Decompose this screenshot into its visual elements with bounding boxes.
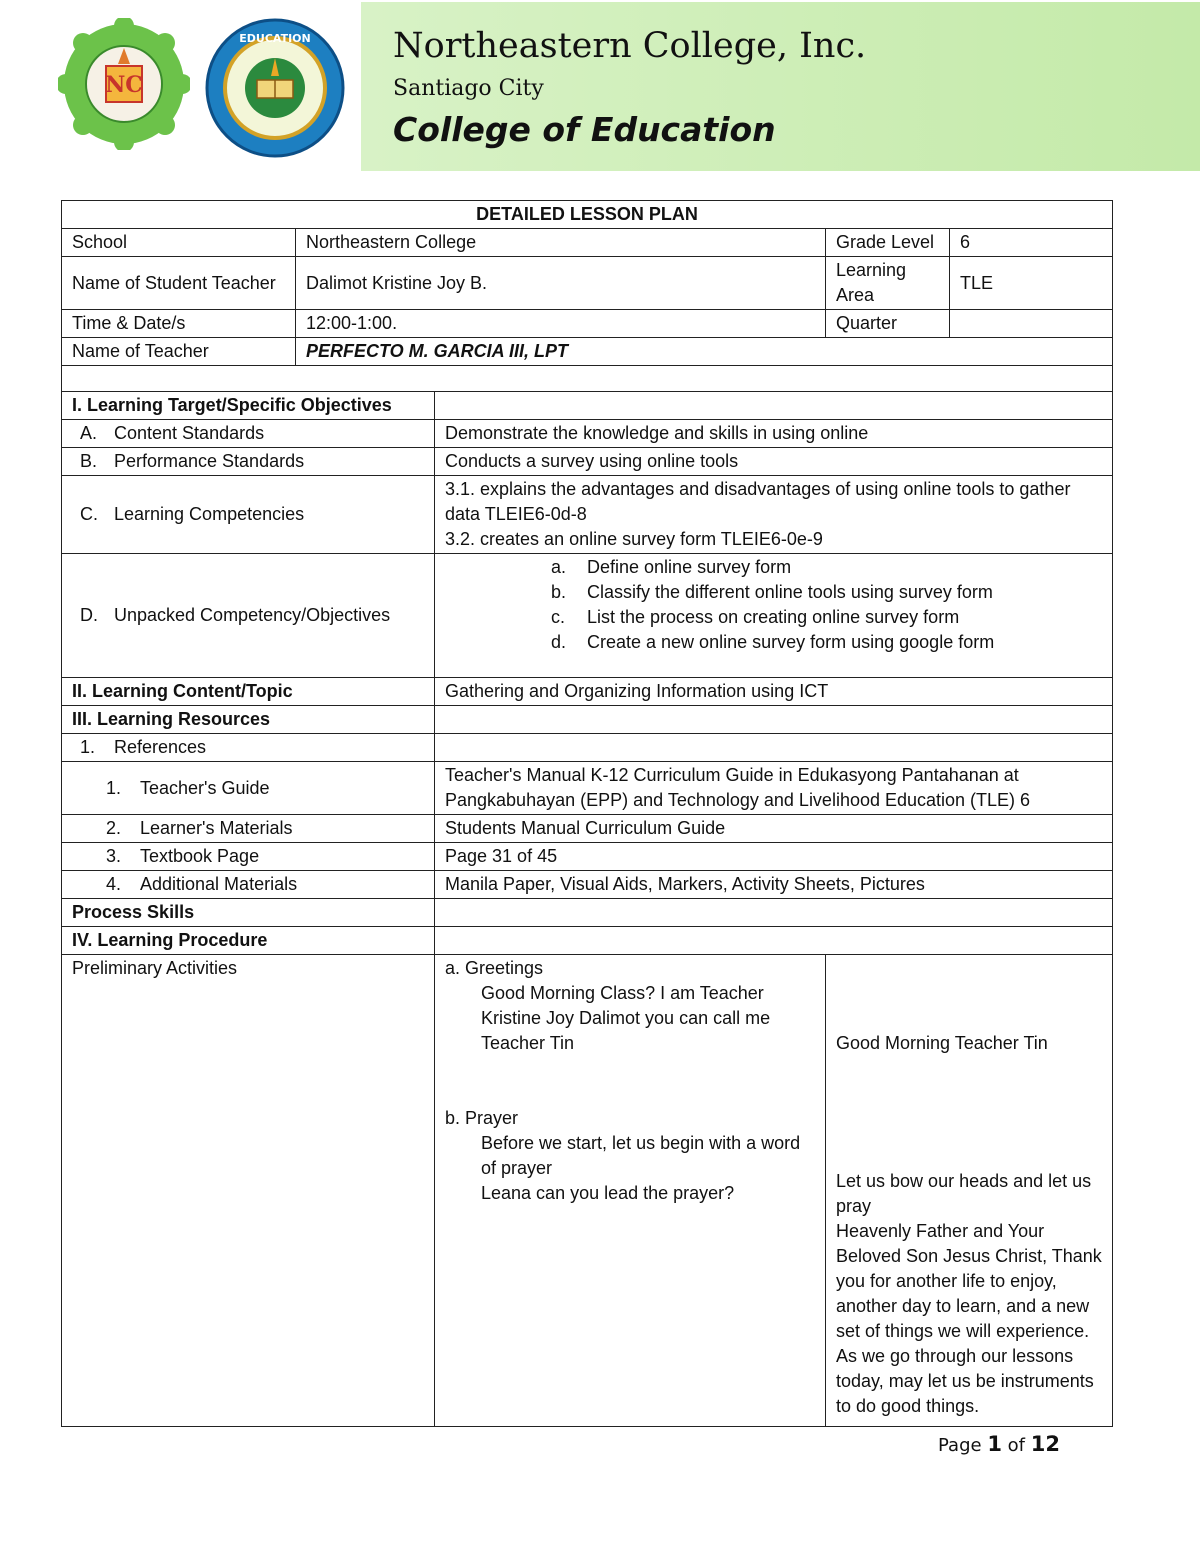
quarter-label: Quarter [826,310,950,338]
teachers-guide-value: Teacher's Manual K-12 Curriculum Guide in Edukasyong Pantahanan at Pangkabuhayan (EPP) and Technology and Livelihood Education (TLE) 6 [435,762,1113,815]
references-label [62,734,435,762]
learning-resources-value [435,706,1113,734]
prayer-text-1: Before we start, let us begin with a word of prayer [481,1133,801,1178]
content-standards-text: Content Standards [114,423,265,443]
page-current: 1 [987,1432,1002,1456]
section-learning-target: I. Learning Target/Specific Objectives [62,392,435,420]
learning-area-value: TLE [950,257,1113,310]
grade-level-value: 6 [950,229,1113,257]
preliminary-activities-label: Preliminary Activities [62,955,435,1427]
blank-row [62,366,1113,392]
content-standards-mark: A. [80,423,98,443]
section-learning-resources: III. Learning Resources [62,706,435,734]
objective-mark: d. [551,632,567,652]
department-name: College of Education [393,110,776,149]
teachers-guide-text: Teacher's Guide [140,777,270,798]
objective-mark: a. [551,557,567,577]
greetings-text: Good Morning Class? I am Teacher Kristine Joy Dalimot you can call me Teacher Tin [481,983,771,1053]
learners-materials-value: Students Manual Curriculum Guide [435,815,1113,843]
unpacked-competency-label [62,554,435,678]
prayer-heading: b. Prayer [445,1108,519,1128]
northeastern-college-seal-icon [58,18,190,150]
additional-materials-mark: 4. [106,874,122,894]
section-learning-target-value [435,392,1113,420]
objective-text: List the process on creating online survey form [587,607,960,627]
college-name: Northeastern College, Inc. [393,26,867,66]
objective-item [551,555,1102,580]
performance-standards-value: Conducts a survey using online tools [435,448,1113,476]
teachers-guide-mark: 1. [106,777,122,798]
svg-text:EDUCATION: EDUCATION [239,32,311,45]
additional-materials-value: Manila Paper, Visual Aids, Markers, Activity Sheets, Pictures [435,871,1113,899]
learning-content-value: Gathering and Organizing Information using ICT [435,678,1113,706]
lesson-plan-table [61,200,1113,1427]
learning-competencies-mark: C. [80,504,98,524]
prayer-text-2: Leana can you lead the prayer? [481,1183,735,1203]
learning-competencies-text: Learning Competencies [114,504,305,524]
textbook-page-text: Textbook Page [140,846,260,866]
greetings-heading: a. Greetings [445,958,544,978]
competency-2: 3.2. creates an online survey form TLEIE6-0e-9 [445,529,823,549]
process-skills-value [435,899,1113,927]
content-standards-value: Demonstrate the knowledge and skills in using online [435,420,1113,448]
learners-materials-label [62,815,435,843]
pupil-activity-cell [826,955,1113,1427]
objective-text: Define online survey form [587,557,792,577]
unpacked-competency-mark: D. [80,605,98,625]
objective-mark: c. [551,607,566,627]
section-learning-content: II. Learning Content/Topic [62,678,435,706]
learning-competencies-value [435,476,1113,554]
performance-standards-mark: B. [80,451,98,471]
page-total: 12 [1030,1432,1060,1456]
objective-item [551,580,1102,605]
process-skills-label: Process Skills [62,899,435,927]
quarter-value [950,310,1113,338]
student-teacher-label: Name of Student Teacher [62,257,296,310]
learners-materials-text: Learner's Materials [140,818,293,838]
content-standards-label [62,420,435,448]
page-word: Page [938,1435,982,1456]
learning-area-label: Learning Area [826,257,950,310]
unpacked-objectives [435,554,1113,678]
teacher-value: PERFECTO M. GARCIA III, LPT [296,338,1113,366]
greetings-response: Good Morning Teacher Tin [836,1033,1048,1053]
objective-item [551,630,1102,655]
competency-1: 3.1. explains the advantages and disadvantages of using online tools to gather data TLEIE6-0d-8 [445,479,1071,524]
learners-materials-mark: 2. [106,818,122,838]
time-date-value: 12:00-1:00. [296,310,826,338]
textbook-page-value: Page 31 of 45 [435,843,1113,871]
teacher-activity-cell [435,955,826,1427]
svg-text:NC: NC [105,72,143,98]
references-mark: 1. [80,737,96,757]
prayer-response: Let us bow our heads and let us pray Heavenly Father and Your Beloved Son Jesus Christ, Thank you for another life to enjoy, another day to learn, and a new set of things we will experience. As we go through our lessons today, may let us be instruments to do good things. [836,1171,1102,1416]
learning-procedure-value [435,927,1113,955]
teacher-label: Name of Teacher [62,338,296,366]
objective-text: Create a new online survey form using google form [587,632,995,652]
college-city: Santiago City [393,76,544,101]
page-number [938,1432,1060,1456]
plan-title: DETAILED LESSON PLAN [62,201,1113,229]
section-learning-procedure: IV. Learning Procedure [62,927,435,955]
textbook-page-mark: 3. [106,846,122,866]
college-of-education-seal-icon [205,18,345,158]
school-label: School [62,229,296,257]
objectives-list [445,555,1102,655]
time-date-label: Time & Date/s [62,310,296,338]
additional-materials-text: Additional Materials [140,874,298,894]
references-text: References [114,737,207,757]
performance-standards-label [62,448,435,476]
of-word: of [1007,1435,1026,1456]
student-teacher-value: Dalimot Kristine Joy B. [296,257,826,310]
references-value [435,734,1113,762]
school-value: Northeastern College [296,229,826,257]
teachers-guide-label [62,762,435,815]
grade-level-label: Grade Level [826,229,950,257]
objective-item [551,605,1102,630]
unpacked-competency-text: Unpacked Competency/Objectives [114,605,391,625]
objective-mark: b. [551,582,567,602]
objective-text: Classify the different online tools using survey form [587,582,993,602]
learning-competencies-label [62,476,435,554]
textbook-page-label [62,843,435,871]
performance-standards-text: Performance Standards [114,451,305,471]
additional-materials-label [62,871,435,899]
